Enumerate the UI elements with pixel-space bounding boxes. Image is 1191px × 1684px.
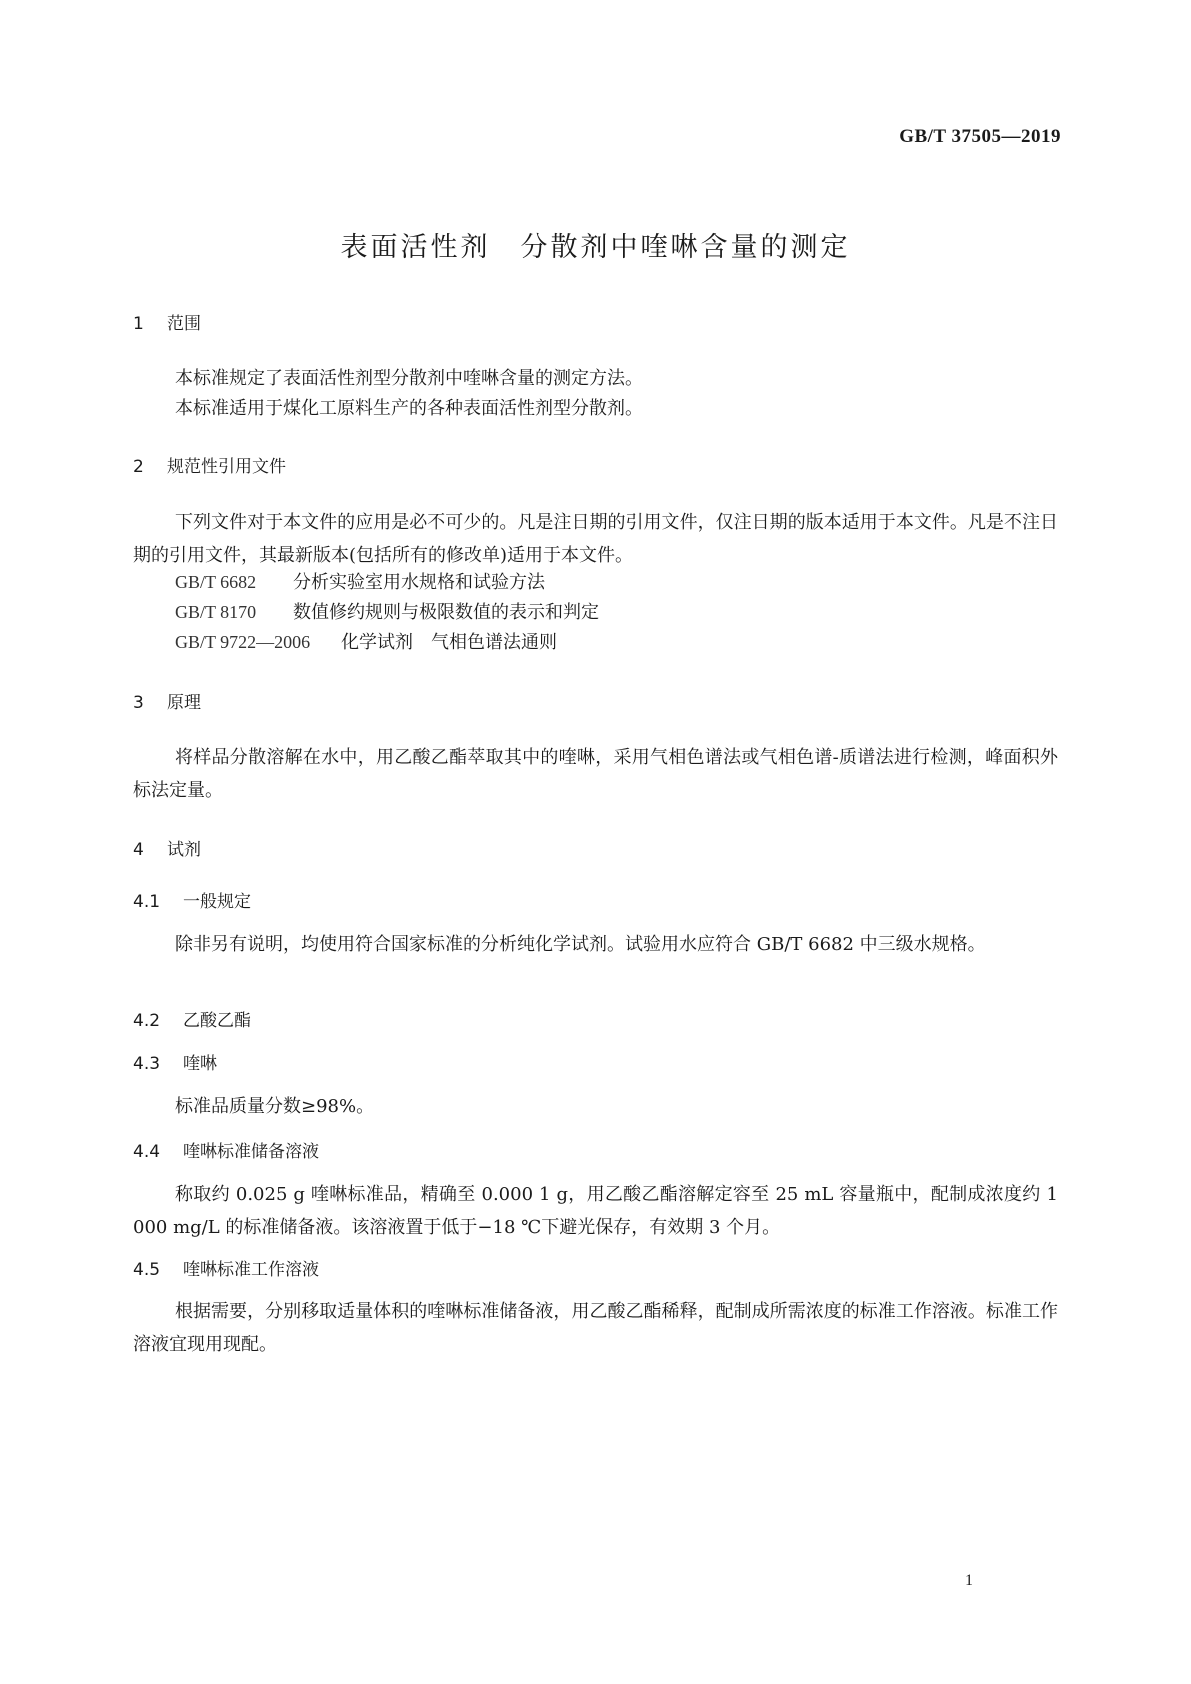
subsection-title: 乙酸乙酯 <box>183 1011 251 1031</box>
subsection-title: 喹啉标准储备溶液 <box>183 1142 319 1162</box>
section-title: 原理 <box>167 693 201 713</box>
section-1-heading <box>133 309 201 334</box>
paragraph: 本标准规定了表面活性剂型分散剂中喹啉含量的测定方法。 <box>175 368 643 389</box>
paragraph: 称取约 0.025 g 喹啉标准品，精确至 0.000 1 g，用乙酸乙酯溶解定容至 25 mL 容量瓶中，配制成浓度约 1 000 mg/L 的标准储备液。该溶液置于低于−18 ℃下避光保存，有效期 3 个月。 <box>133 1184 1058 1238</box>
section-number: 3 <box>133 693 144 713</box>
section-3-heading <box>133 688 201 713</box>
section-number: 1 <box>133 314 144 334</box>
subsection-title: 喹啉 <box>183 1054 217 1074</box>
subsection-number: 4.1 <box>133 892 161 912</box>
document-title: 表面活性剂 分散剂中喹啉含量的测定 <box>340 232 851 263</box>
reference-item <box>175 596 599 629</box>
paragraph: 本标准适用于煤化工原料生产的各种表面活性剂型分散剂。 <box>175 398 643 419</box>
subsection-4-4-heading <box>133 1137 319 1162</box>
subsection-title: 一般规定 <box>183 892 251 912</box>
reference-code: GB/T 8170 <box>175 602 257 622</box>
subsection-4-2-heading <box>133 1006 251 1031</box>
paragraph: 标准品质量分数≥98%。 <box>175 1096 375 1117</box>
section-title: 规范性引用文件 <box>167 457 286 477</box>
reference-title: 分析实验室用水规格和试验方法 <box>293 572 545 593</box>
paragraph: 将样品分散溶解在水中，用乙酸乙酯萃取其中的喹啉，采用气相色谱法或气相色谱-质谱法进行检测，峰面积外标法定量。 <box>133 747 1058 801</box>
reference-title: 数值修约规则与极限数值的表示和判定 <box>293 602 599 623</box>
section-number: 2 <box>133 457 144 477</box>
reference-item <box>175 566 545 599</box>
subsection-number: 4.3 <box>133 1054 161 1074</box>
paragraph: 根据需要，分别移取适量体积的喹啉标准储备液，用乙酸乙酯稀释，配制成所需浓度的标准工作溶液。标准工作溶液宜现用现配。 <box>133 1301 1058 1355</box>
subsection-number: 4.4 <box>133 1142 161 1162</box>
section-number: 4 <box>133 840 144 860</box>
reference-code: GB/T 6682 <box>175 572 257 592</box>
reference-code: GB/T 9722—2006 <box>175 632 311 652</box>
standard-number: GB/T 37505—2019 <box>899 126 1061 147</box>
section-title: 范围 <box>167 314 201 334</box>
section-4-heading <box>133 835 201 860</box>
subsection-4-3-heading <box>133 1049 217 1074</box>
paragraph: 除非另有说明，均使用符合国家标准的分析纯化学试剂。试验用水应符合 GB/T 6682 中三级水规格。 <box>175 934 986 955</box>
subsection-number: 4.2 <box>133 1011 161 1031</box>
subsection-4-5-heading <box>133 1255 319 1280</box>
subsection-4-1-heading <box>133 887 251 912</box>
paragraph: 下列文件对于本文件的应用是必不可少的。凡是注日期的引用文件，仅注日期的版本适用于本文件。凡是不注日期的引用文件，其最新版本(包括所有的修改单)适用于本文件。 <box>133 512 1058 566</box>
reference-item <box>175 626 557 659</box>
reference-title: 化学试剂 气相色谱法通则 <box>341 632 557 653</box>
section-2-heading <box>133 452 286 477</box>
section-title: 试剂 <box>167 840 201 860</box>
subsection-number: 4.5 <box>133 1260 161 1280</box>
subsection-title: 喹啉标准工作溶液 <box>183 1260 319 1280</box>
page-number: 1 <box>965 1572 973 1589</box>
